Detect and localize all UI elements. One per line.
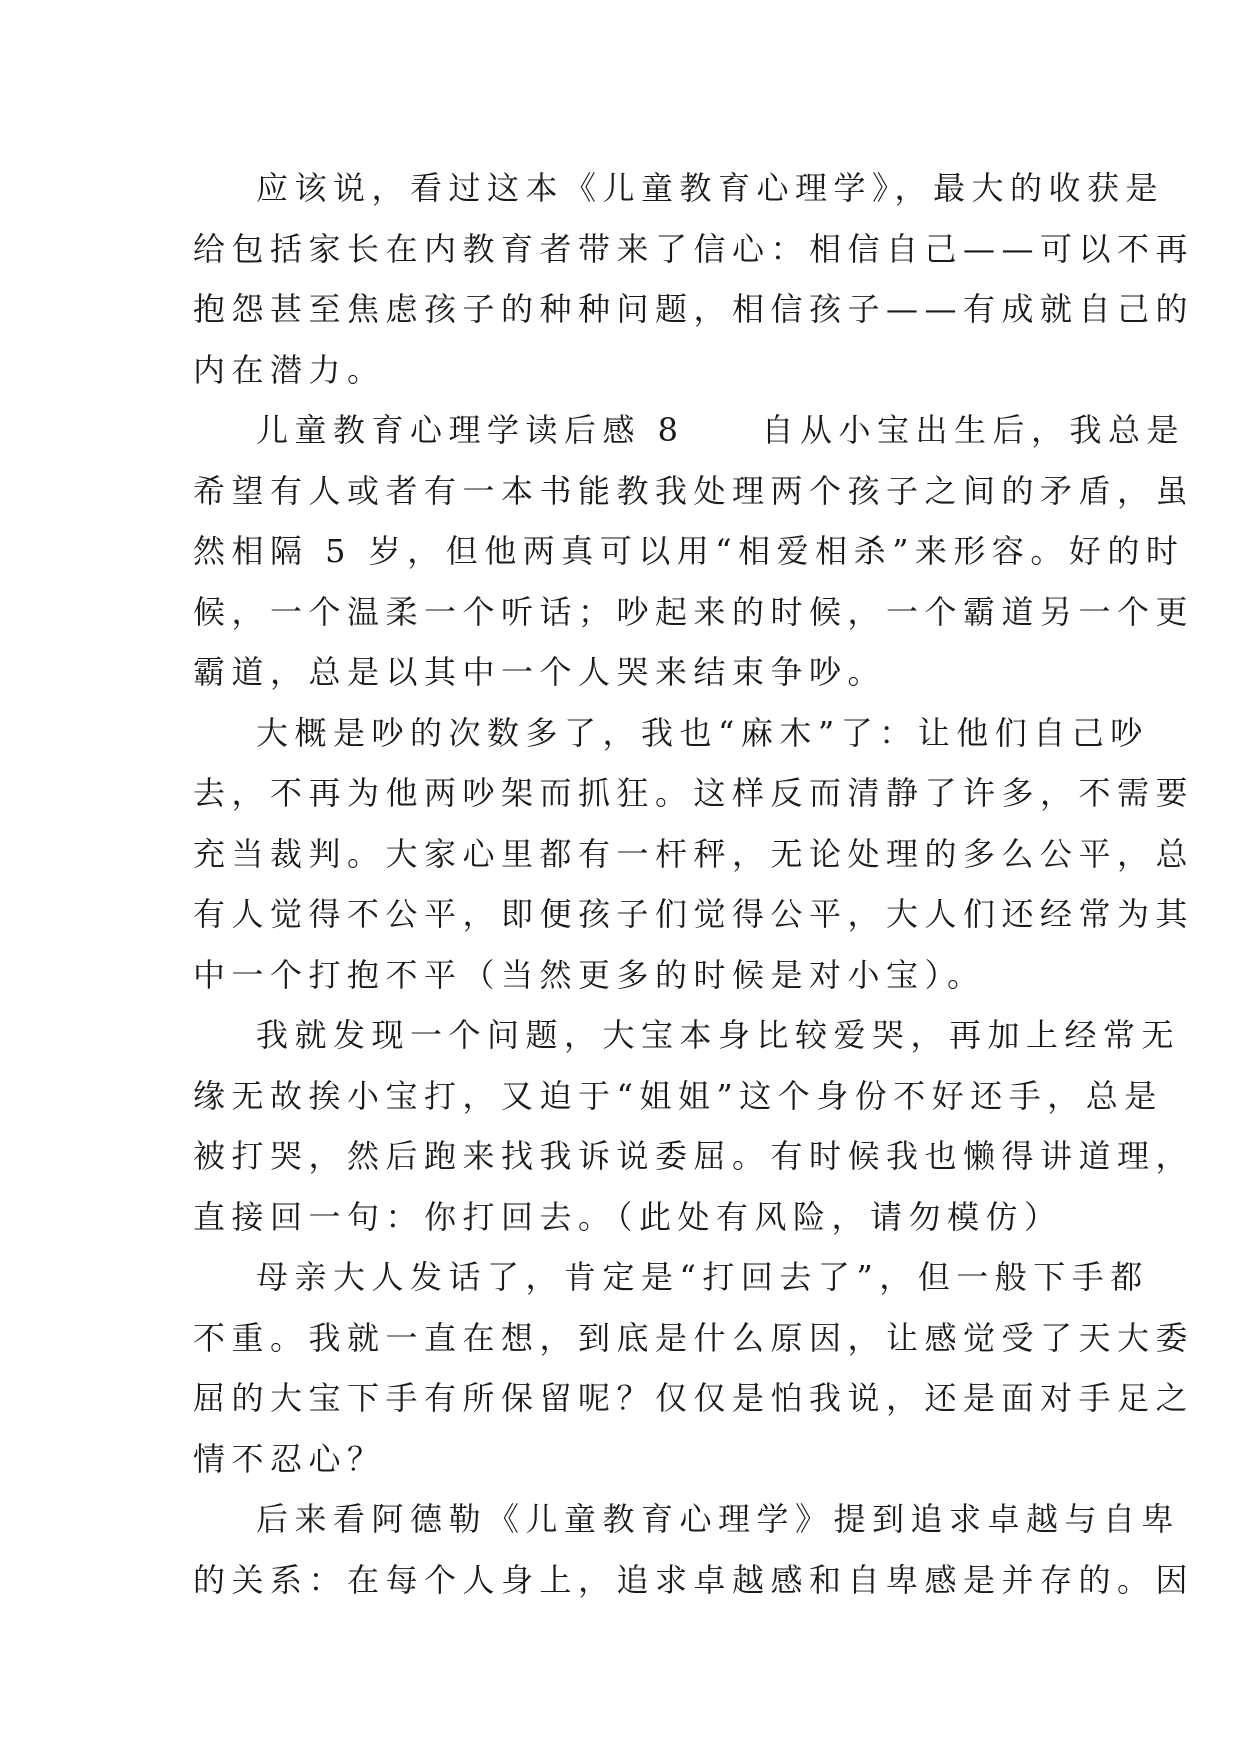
text-line: 直接回一句：你打回去。（此处有风险，请勿模仿） [193, 1197, 1063, 1236]
text-line: 有人觉得不公平，即便孩子们觉得公平，大人们还经常为其 [193, 895, 1195, 933]
text-line: 缘无故挨小宝打，又迫于“姐姐”这个身份不好还手，总是 [193, 1076, 1163, 1115]
text-line: 大概是吵的次数多了，我也“麻木”了：让他们自己吵 [256, 713, 1149, 752]
text-line: 的关系：在每个人身上，追求卓越感和自卑感是并存的。因 [193, 1560, 1195, 1599]
body-text [193, 158, 1195, 1610]
text-line: 儿童教育心理学读后感 8 自从小宝出生后，我总是 [256, 411, 1186, 449]
text-line: 不重。我就一直在想，到底是什么原因，让感觉受了天大委 [193, 1318, 1195, 1357]
text-line: 被打哭，然后跑来找我诉说委屈。有时候我也懒得讲道理， [193, 1137, 1195, 1175]
text-line: 内在潜力。 [193, 350, 386, 389]
text-line: 情不忍心？ [193, 1439, 386, 1478]
text-line: 然相隔 5 岁，但他两真可以用“相爱相杀”来形容。好的时 [193, 532, 1185, 570]
text-line: 应该说，看过这本《儿童教育心理学》，最大的收获是 [256, 169, 1165, 207]
text-line: 希望有人或者有一本书能教我处理两个孩子之间的矛盾，虽 [193, 471, 1195, 510]
text-line: 给包括家长在内教育者带来了信心：相信自己——可以不再 [193, 229, 1195, 268]
text-line: 后来看阿德勒《儿童教育心理学》提到追求卓越与自卑 [256, 1500, 1181, 1538]
text-line: 中一个打抱不平（当然更多的时候是对小宝）。 [193, 955, 986, 994]
text-line: 我就发现一个问题，大宝本身比较爱哭，再加上经常无 [256, 1016, 1181, 1054]
text-line: 抱怨甚至焦虑孩子的种种问题，相信孩子——有成就自己的 [193, 290, 1195, 328]
text-line: 屈的大宝下手有所保留呢？仅仅是怕我说，还是面对手足之 [193, 1379, 1195, 1417]
text-line: 母亲大人发话了，肯定是“打回去了”，但一般下手都 [256, 1258, 1149, 1296]
text-line: 充当裁判。大家心里都有一杆秤，无论处理的多么公平，总 [193, 834, 1195, 873]
text-line: 候，一个温柔一个听话；吵起来的时候，一个霸道另一个更 [193, 592, 1195, 631]
text-line: 去，不再为他两吵架而抓狂。这样反而清静了许多，不需要 [193, 774, 1195, 812]
text-line: 霸道，总是以其中一个人哭来结束争吵。 [193, 653, 887, 691]
